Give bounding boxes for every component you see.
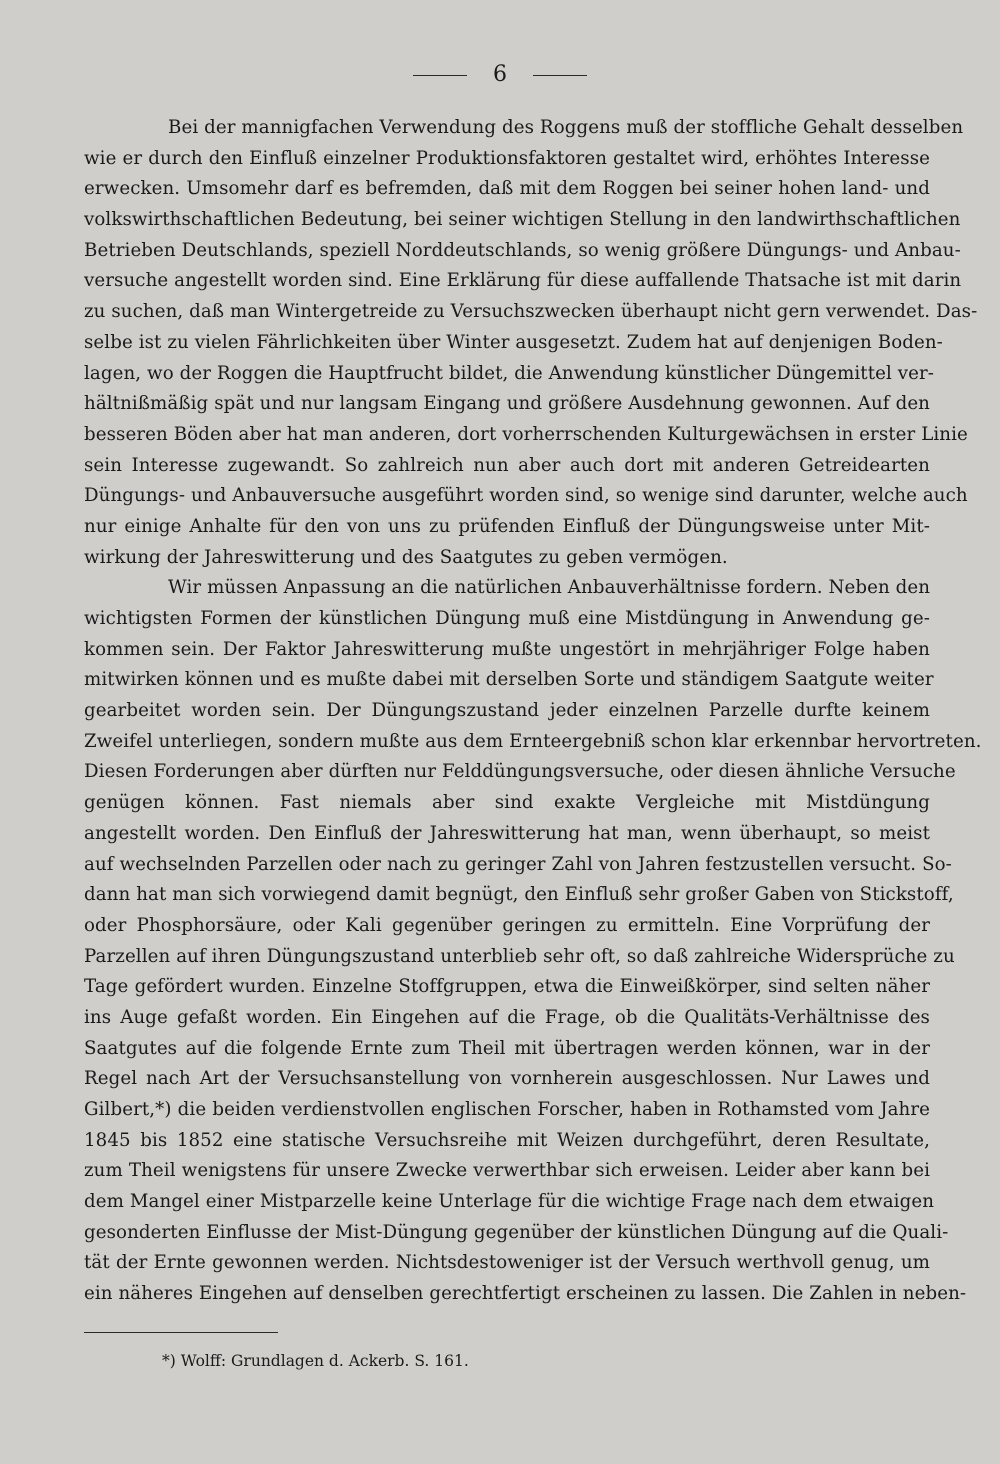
text-line: lagen, wo der Roggen die Hauptfrucht bildet, die Anwendung künstlicher Düngemittel ver-: [84, 362, 935, 384]
text-line: Gilbert,*) die beiden verdienstvollen englischen Forscher, haben in Rothamsted vom Jahre: [84, 1099, 930, 1120]
footnote: *) Wolff: Grundlagen d. Ackerb. S. 161.: [162, 1352, 469, 1370]
text-line: versuche angestellt worden sind. Eine Erklärung für diese auffallende Thatsache ist mit darin: [84, 270, 962, 292]
text-line: dann hat man sich vorwiegend damit begnügt, den Einfluß sehr großer Gaben von Stickstoff,: [84, 884, 954, 906]
text-line: volkswirthschaftlichen Bedeutung, bei seiner wichtigen Stellung in den landwirthschaftlichen: [84, 209, 961, 231]
text-line: wie er durch den Einfluß einzelner Produktionsfaktoren gestaltet wird, erhöhtes Interesse: [84, 147, 930, 169]
page-header: [0, 62, 1000, 88]
body-text: [84, 113, 982, 1310]
text-line: dem Mangel einer Mistparzelle keine Unterlage für die wichtige Frage nach dem etwaigen: [84, 1191, 935, 1213]
text-line: ins Auge gefaßt worden. Ein Eingehen auf die Frage, ob die Qualitäts-Verhältnisse des: [84, 1006, 930, 1028]
text-line: Zweifel unterliegen, sondern mußte aus dem Ernteergebniß schon klar erkennbar hervortreten.: [84, 730, 982, 752]
text-line: Regel nach Art der Versuchsanstellung von vornherein ausgeschlossen. Nur Lawes und: [84, 1068, 930, 1090]
header-rule-left: [413, 75, 467, 76]
text-line: kommen sein. Der Faktor Jahreswitterung mußte ungestört in mehrjähriger Folge haben: [84, 638, 930, 660]
text-line: auf wechselnden Parzellen oder nach zu geringer Zahl von Jahren festzustellen versucht. So-: [84, 853, 952, 875]
footnote-rule: [84, 1332, 278, 1333]
text-line: Parzellen auf ihren Düngungszustand unterblieb sehr oft, so daß zahlreiche Widersprüche zu: [84, 945, 955, 967]
text-line: erwecken. Umsomehr darf es befremden, daß mit dem Roggen bei seiner hohen land- und: [84, 178, 930, 200]
text-line: gearbeitet worden sein. Der Düngungszustand jeder einzelnen Parzelle durfte keinem: [84, 700, 930, 722]
text-line: oder Phosphorsäure, oder Kali gegenüber geringen zu ermitteln. Eine Vorprüfung der: [84, 914, 930, 936]
text-line: mitwirken können und es mußte dabei mit derselben Sorte und ständigem Saatgute weiter: [84, 669, 934, 691]
text-line: tät der Ernte gewonnen werden. Nichtsdestoweniger ist der Versuch werthvoll genug, um: [84, 1252, 930, 1274]
text-line: sein Interesse zugewandt. So zahlreich nun aber auch dort mit anderen Getreidearten: [84, 454, 930, 476]
text-line: wichtigsten Formen der künstlichen Düngung muß eine Mistdüngung in Anwendung ge-: [84, 608, 930, 629]
text-line: zu suchen, daß man Wintergetreide zu Versuchszwecken überhaupt nicht gern verwendet. Das-: [84, 301, 978, 323]
text-line: Betrieben Deutschlands, speziell Norddeutschlands, so wenig größere Düngungs- und Anbau-: [84, 239, 961, 261]
text-line: nur einige Anhalte für den von uns zu prüfenden Einfluß der Düngungsweise unter Mit-: [84, 515, 930, 537]
page-number: 6: [493, 62, 507, 87]
text-line: Bei der mannigfachen Verwendung des Roggens muß der stoffliche Gehalt desselben: [168, 117, 964, 138]
text-line: Diesen Forderungen aber dürften nur Felddüngungsversuche, oder diesen ähnliche Versuche: [84, 761, 956, 783]
text-line: zum Theil wenigstens für unsere Zwecke verwerthbar sich erweisen. Leider aber kann bei: [84, 1160, 930, 1182]
text-line: Wir müssen Anpassung an die natürlichen Anbauverhältnisse fordern. Neben den: [168, 577, 931, 599]
text-line: angestellt worden. Den Einfluß der Jahreswitterung hat man, wenn überhaupt, so meist: [84, 822, 930, 844]
text-line: ein näheres Eingehen auf denselben gerechtfertigt erscheinen zu lassen. Die Zahlen in neben-: [84, 1283, 967, 1305]
header-rule-right: [533, 75, 587, 76]
text-line: wirkung der Jahreswitterung und des Saatgutes zu geben vermögen.: [84, 546, 728, 568]
text-line: Tage gefördert wurden. Einzelne Stoffgruppen, etwa die Einweißkörper, sind selten näher: [84, 976, 930, 998]
text-line: Düngungs- und Anbauversuche ausgeführt worden sind, so wenige sind darunter, welche auch: [84, 485, 968, 507]
text-line: genügen können. Fast niemals aber sind exakte Vergleiche mit Mistdüngung: [84, 792, 930, 814]
text-line: 1845 bis 1852 eine statische Versuchsreihe mit Weizen durchgeführt, deren Resultate,: [84, 1129, 930, 1151]
text-line: Saatgutes auf die folgende Ernte zum Theil mit übertragen werden können, war in der: [84, 1037, 930, 1059]
text-line: hältnißmäßig spät und nur langsam Eingang und größere Ausdehnung gewonnen. Auf den: [84, 393, 930, 415]
text-line: besseren Böden aber hat man anderen, dort vorherrschenden Kulturgewächsen in erster Linie: [84, 423, 968, 445]
text-line: selbe ist zu vielen Fährlichkeiten über Winter ausgesetzt. Zudem hat auf denjenigen Boden-: [84, 331, 943, 353]
text-line: gesonderten Einflusse der Mist-Düngung gegenüber der künstlichen Düngung auf die Quali-: [84, 1221, 949, 1243]
